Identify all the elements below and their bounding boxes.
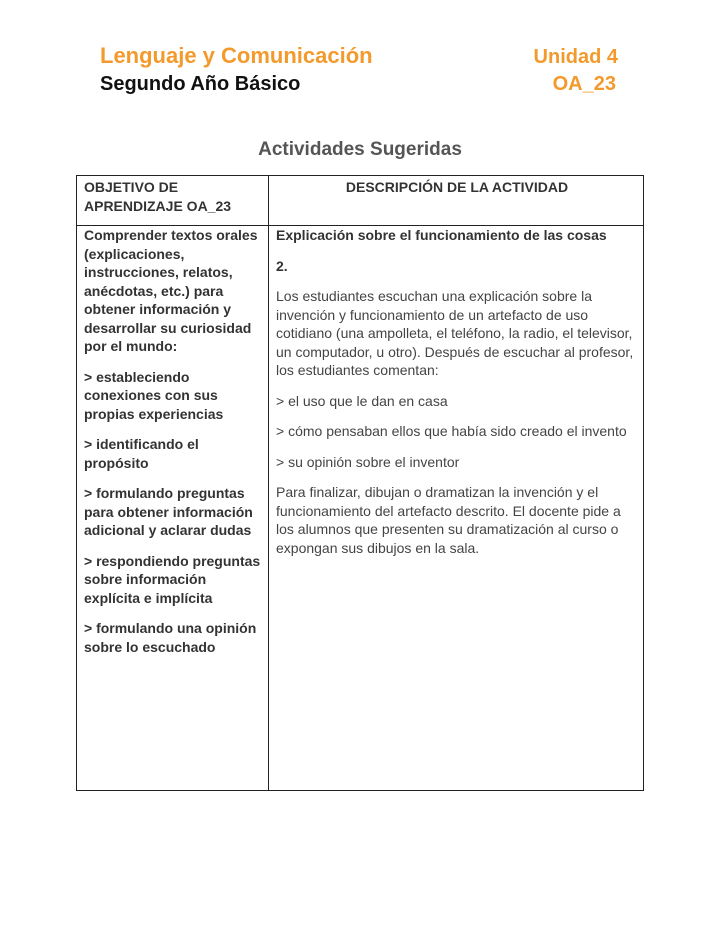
unit-label: Unidad 4: [533, 46, 618, 68]
activity-number: 2.: [276, 257, 288, 274]
activity-point: > su opinión sobre el inventor: [276, 453, 460, 470]
header-row-bottom: [100, 71, 620, 97]
oa-label: OA_23: [552, 73, 616, 95]
header-row-top: [100, 42, 620, 71]
objective-indicator: > estableciendo conexiones con sus propias experiencias: [84, 368, 224, 422]
section-title: Actividades Sugeridas: [258, 139, 462, 160]
document-header: [100, 42, 620, 97]
objective-indicator: > identificando el propósito: [84, 436, 199, 471]
description-column-header: DESCRIPCIÓN DE LA ACTIVIDAD: [345, 179, 569, 195]
objective-indicator: > formulando preguntas para obtener información adicional y aclarar dudas: [84, 485, 253, 538]
grade-label: Segundo Año Básico: [100, 73, 301, 95]
activity-title: Explicación sobre el funcionamiento de las cosas: [276, 227, 607, 243]
objective-indicator: > respondiendo preguntas sobre información explícita e implícita: [84, 552, 261, 606]
objective-indicator: > formulando una opinión sobre lo escuchado: [84, 620, 257, 655]
objective-column-header: OBJETIVO DE APRENDIZAJE OA_23: [84, 179, 232, 214]
objective-cell: [84, 226, 266, 668]
activity-closing: Para finalizar, dibujan o dramatizan la invención y el funcionamiento del artefacto descrito. El docente pide a los alumnos que presenten su dramatización al curso o expongan sus dibujos en la sala.: [276, 484, 621, 556]
description-cell: [276, 226, 640, 569]
column-divider: [268, 176, 269, 790]
activity-table: [76, 175, 644, 791]
activity-point: > cómo pensaban ellos que había sido creado el invento: [276, 423, 627, 439]
subject-title: Lenguaje y Comunicación: [100, 43, 373, 68]
activity-intro: Los estudiantes escuchan una explicación sobre la invención y funcionamiento de un artefacto de uso cotidiano (una ampolleta, el teléfono, la radio, el televisor, un computador, u otro). Después de escuchar al profesor, los estudiantes comentan:: [276, 288, 634, 378]
activity-point: > el uso que le dan en casa: [276, 392, 448, 409]
objective-statement: Comprender textos orales (explicaciones, instrucciones, relatos, anécdotas, etc.) para obtener información y desarrollar su curiosidad por el mundo:: [84, 227, 258, 354]
